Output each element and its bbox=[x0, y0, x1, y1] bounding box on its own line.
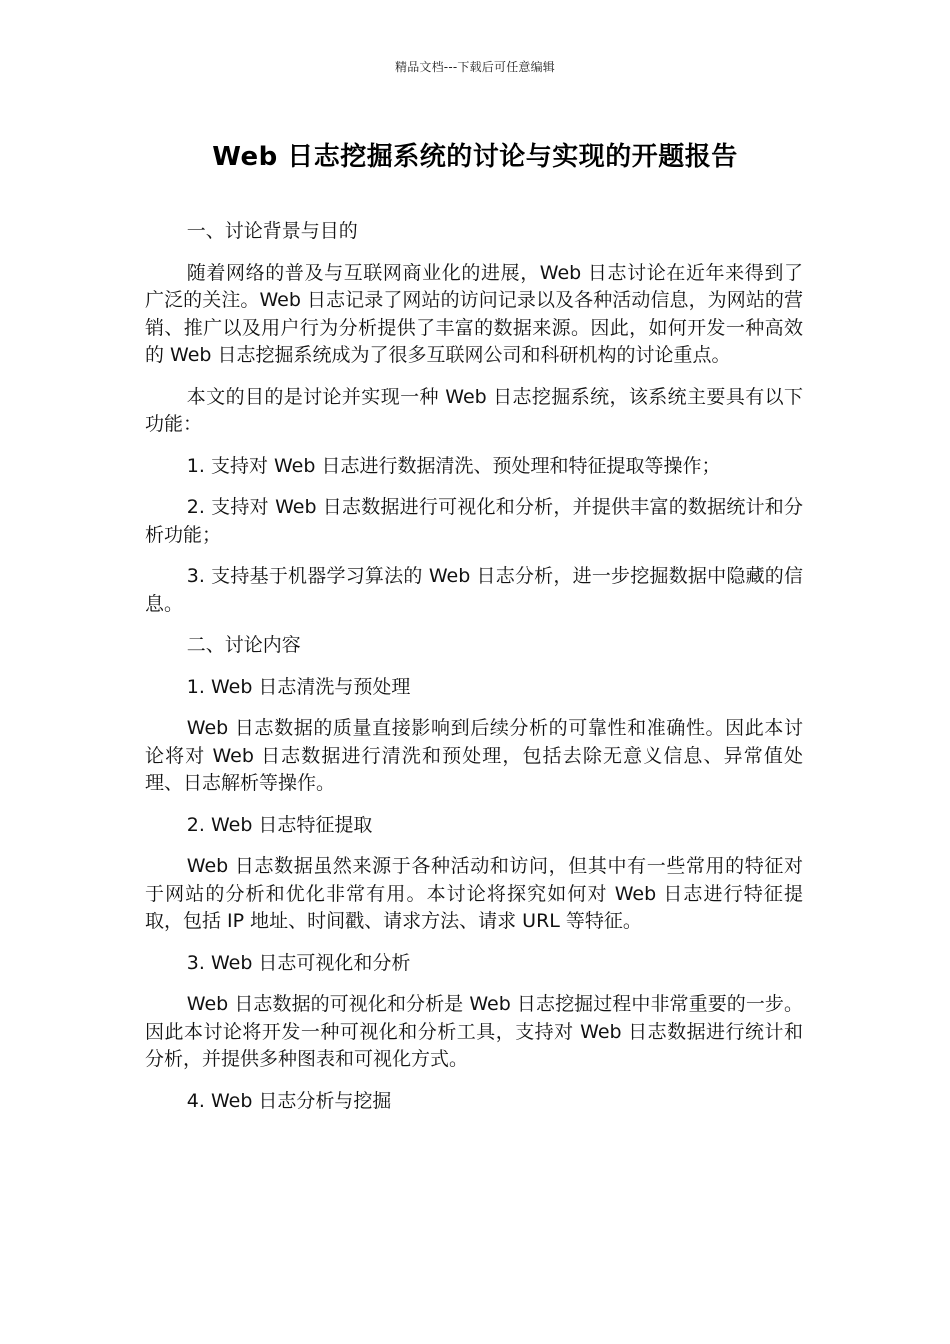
subheading-cleaning: 1. Web 日志清洗与预处理 bbox=[186, 675, 411, 698]
paragraph-cleaning: Web 日志数据的质量直接影响到后续分析的可靠性和准确性。因此本讨论将对 Web 日志数据进行清洗和预处理，包括去除无意义信息、异常值处理、日志解析等操作。 bbox=[145, 717, 803, 794]
page-header: 精品文档---下载后可任意编辑 bbox=[395, 60, 555, 74]
paragraph-visualization: Web 日志数据的可视化和分析是 Web 日志挖掘过程中非常重要的一步。因此本讨论将开发一种可视化和分析工具，支持对 Web 日志数据进行统计和分析，并提供多种图表和可视化方式。 bbox=[145, 993, 803, 1070]
section-heading-background: 一、讨论背景与目的 bbox=[186, 220, 358, 242]
document-body bbox=[145, 218, 803, 1129]
list-item-function-3: 3. 支持基于机器学习算法的 Web 日志分析，进一步挖掘数据中隐藏的信息。 bbox=[145, 565, 803, 615]
paragraph-purpose: 本文的目的是讨论并实现一种 Web 日志挖掘系统，该系统主要具有以下功能： bbox=[145, 385, 803, 435]
list-item-function-2: 2. 支持对 Web 日志数据进行可视化和分析，并提供丰富的数据统计和分析功能； bbox=[145, 496, 803, 546]
document-title: Web 日志挖掘系统的讨论与实现的开题报告 bbox=[212, 142, 738, 172]
paragraph-features: Web 日志数据虽然来源于各种活动和访问，但其中有一些常用的特征对于网站的分析和优化非常有用。本讨论将探究如何对 Web 日志进行特征提取，包括 IP 地址、时间戳、请求方法、请求 URL 等特征。 bbox=[145, 855, 803, 932]
paragraph-background: 随着网络的普及与互联网商业化的进展，Web 日志讨论在近年来得到了广泛的关注。Web 日志记录了网站的访问记录以及各种活动信息，为网站的营销、推广以及用户行为分析提供了丰富的数据来源。因此，如何开发一种高效的 Web 日志挖掘系统成为了很多互联网公司和科研机构的讨论重点。 bbox=[145, 261, 803, 366]
subheading-visualization: 3. Web 日志可视化和分析 bbox=[186, 951, 411, 974]
list-item-function-1: 1. 支持对 Web 日志进行数据清洗、预处理和特征提取等操作； bbox=[186, 454, 721, 477]
subheading-features: 2. Web 日志特征提取 bbox=[186, 813, 373, 836]
section-heading-content: 二、讨论内容 bbox=[186, 634, 301, 656]
subheading-mining: 4. Web 日志分析与挖掘 bbox=[186, 1089, 392, 1112]
